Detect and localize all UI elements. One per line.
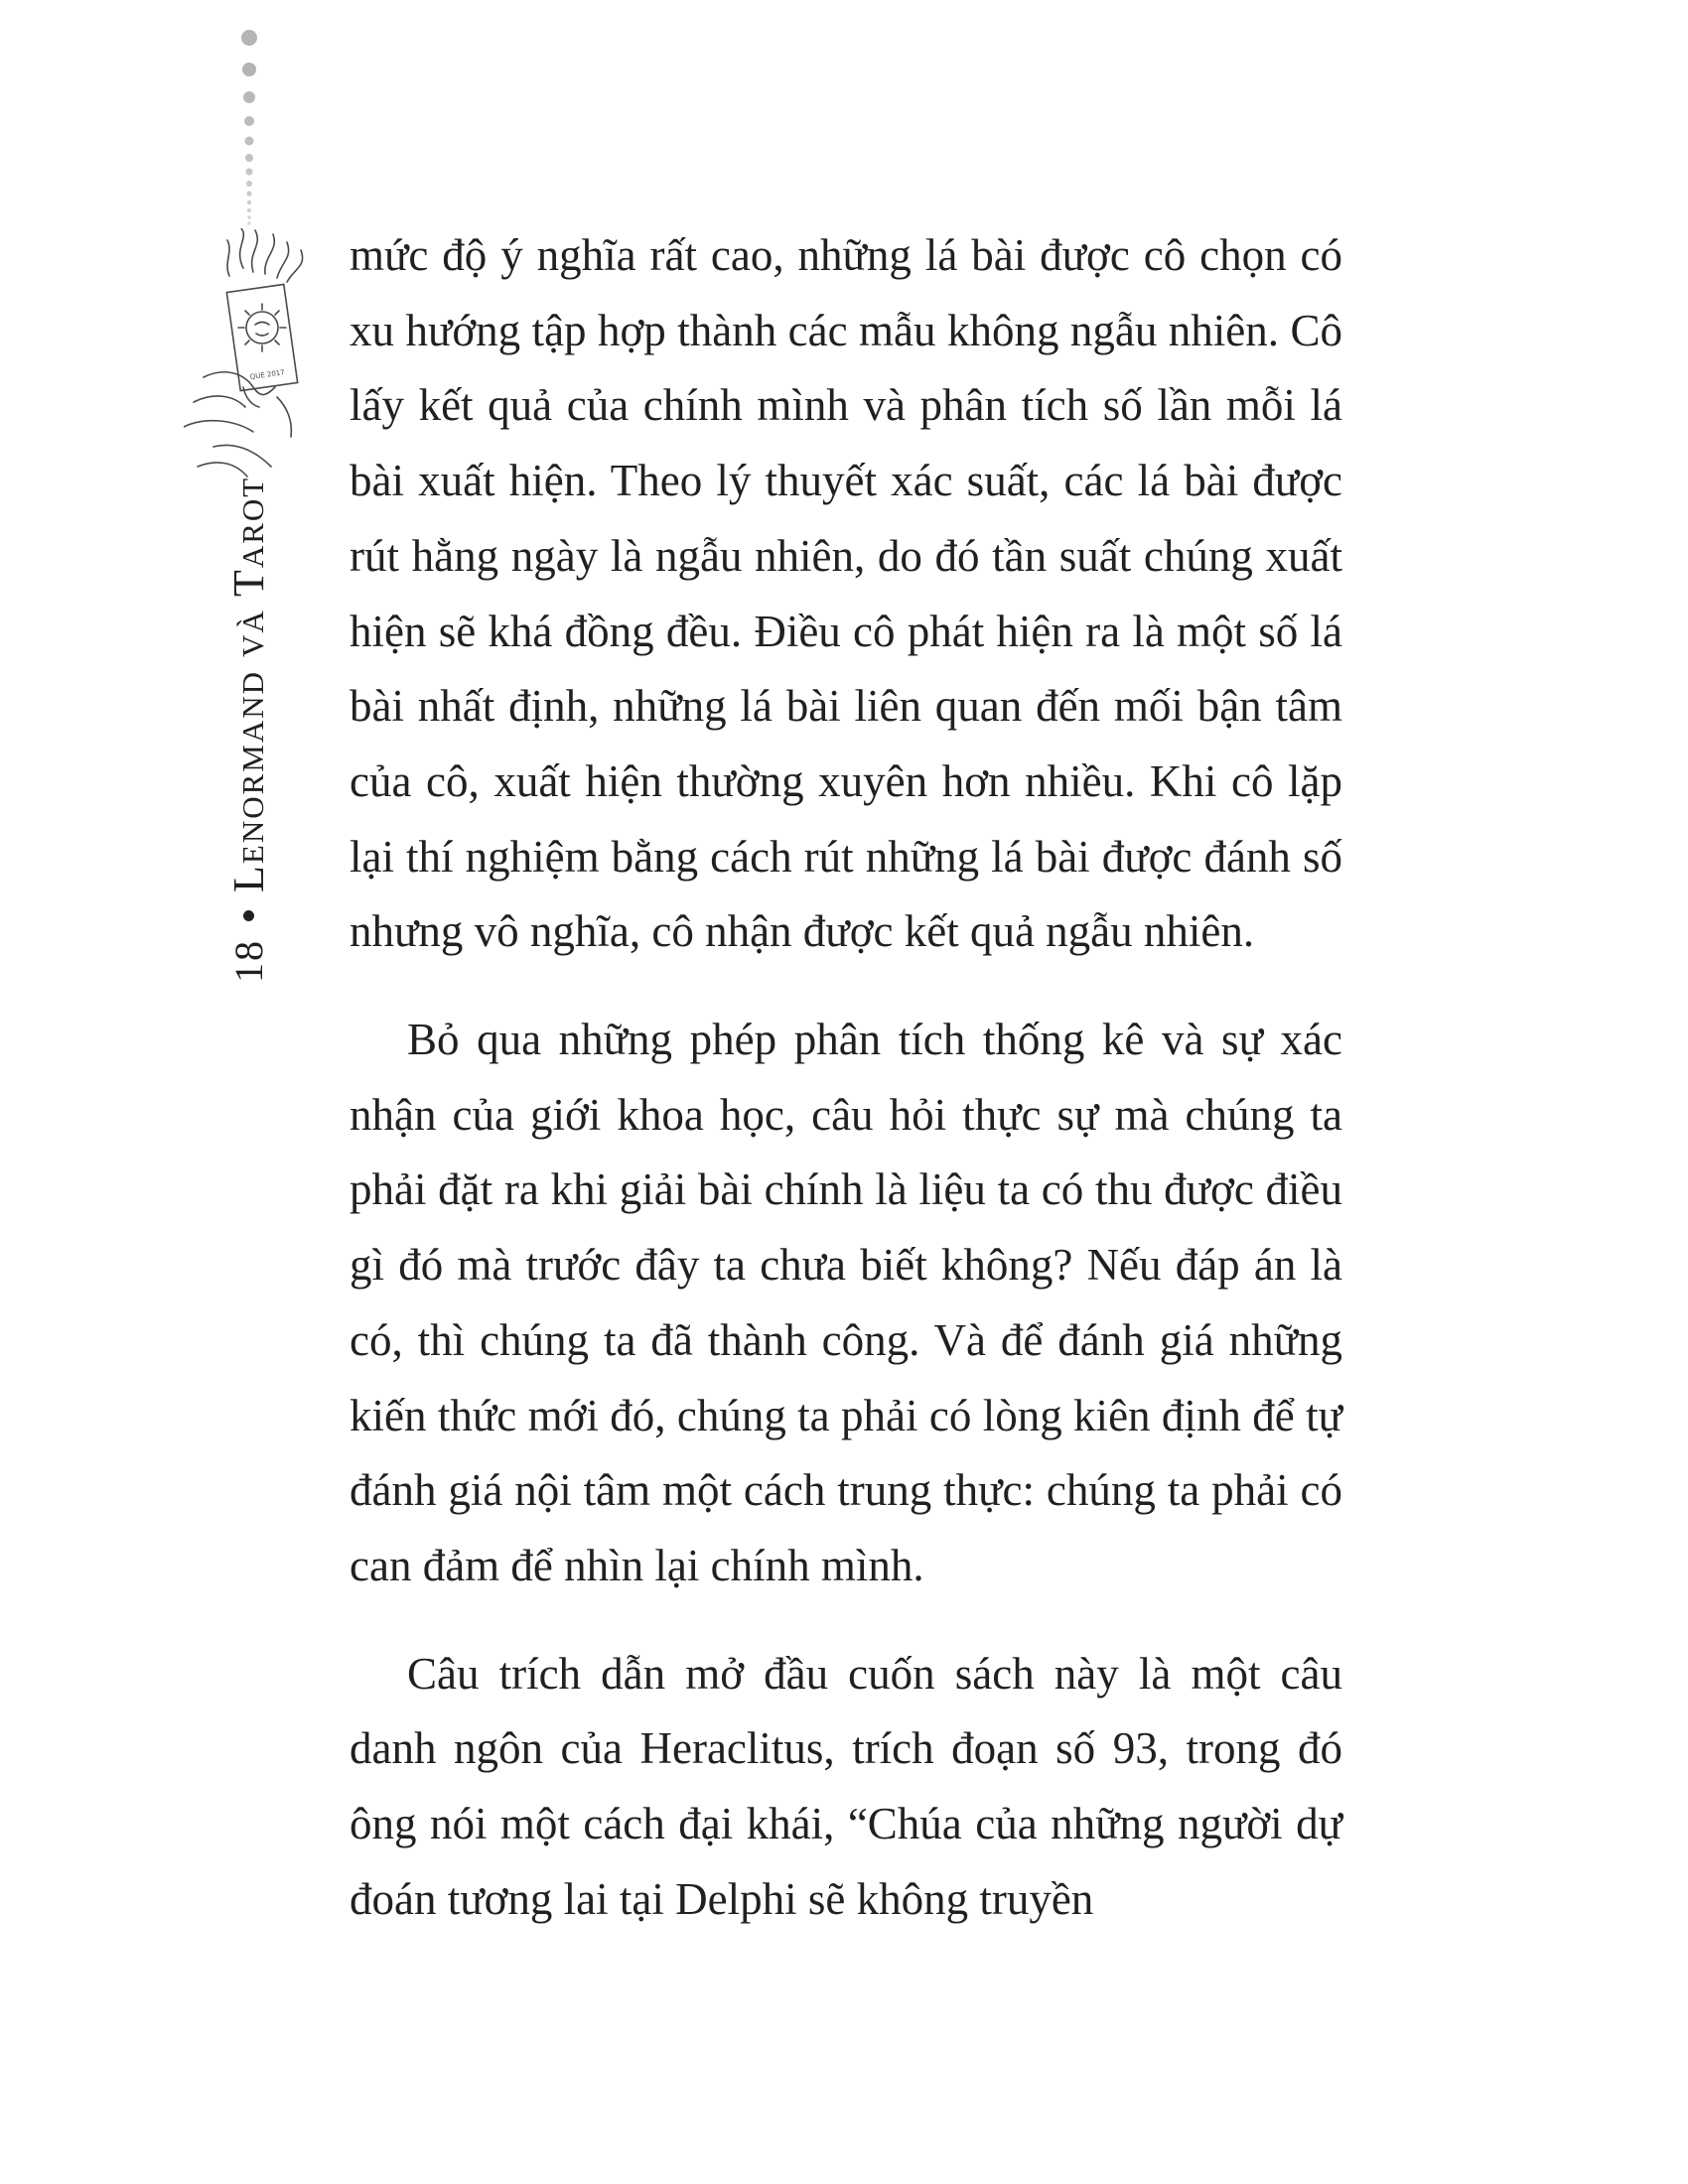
paragraph-1: mức độ ý nghĩa rất cao, những lá bài được cô chọn có xu hướng tập hợp thành các mẫu không ngẫu nhiên. Cô lấy kết quả của chính mình và phân tích số lần mỗi lá bài xuất hiện. Theo lý thuyết xác suất, các lá bài được rút hằng ngày là ngẫu nhiên, do đó tần suất chúng xuất hiện sẽ khá đồng đều. Điều cô phát hiện ra là một số lá bài nhất định, những lá bài liên quan đến mối bận tâm của cô, xuất hiện thường xuyên hơn nhiều. Khi cô lặp lại thí nghiệm bằng cách rút những lá bài được đánh số nhưng vô nghĩa, cô nhận được kết quả ngẫu nhiên. — [350, 230, 1342, 957]
book-title: Lenormand và Tarot — [224, 476, 273, 892]
body-text — [350, 218, 1342, 1970]
running-head — [223, 477, 274, 983]
separator-dot — [243, 910, 254, 921]
tarot-card-hand-illustration — [184, 228, 323, 496]
paragraph-2: Bỏ qua những phép phân tích thống kê và sự xác nhận của giới khoa học, câu hỏi thực sự mà chúng ta phải đặt ra khi giải bài chính là liệu ta có thu được điều gì đó mà trước đây ta chưa biết không? Nếu đáp án là có, thì chúng ta đã thành công. Và để đánh giá những kiến thức mới đó, chúng ta phải có lòng kiên định để tự đánh giá nội tâm một cách trung thực: chúng ta phải có can đảm để nhìn lại chính mình. — [350, 1015, 1342, 1590]
paragraph-3: Câu trích dẫn mở đầu cuốn sách này là một câu danh ngôn của Heraclitus, trích đoạn số 93, trong đó ông nói một cách đại khái, “Chúa của những người dự đoán tương lai tại Delphi sẽ không truyền — [350, 1648, 1342, 1924]
decorative-dots — [184, 20, 323, 238]
card-label: QUE 2017 — [249, 368, 286, 382]
page-number: 18 — [226, 939, 271, 983]
